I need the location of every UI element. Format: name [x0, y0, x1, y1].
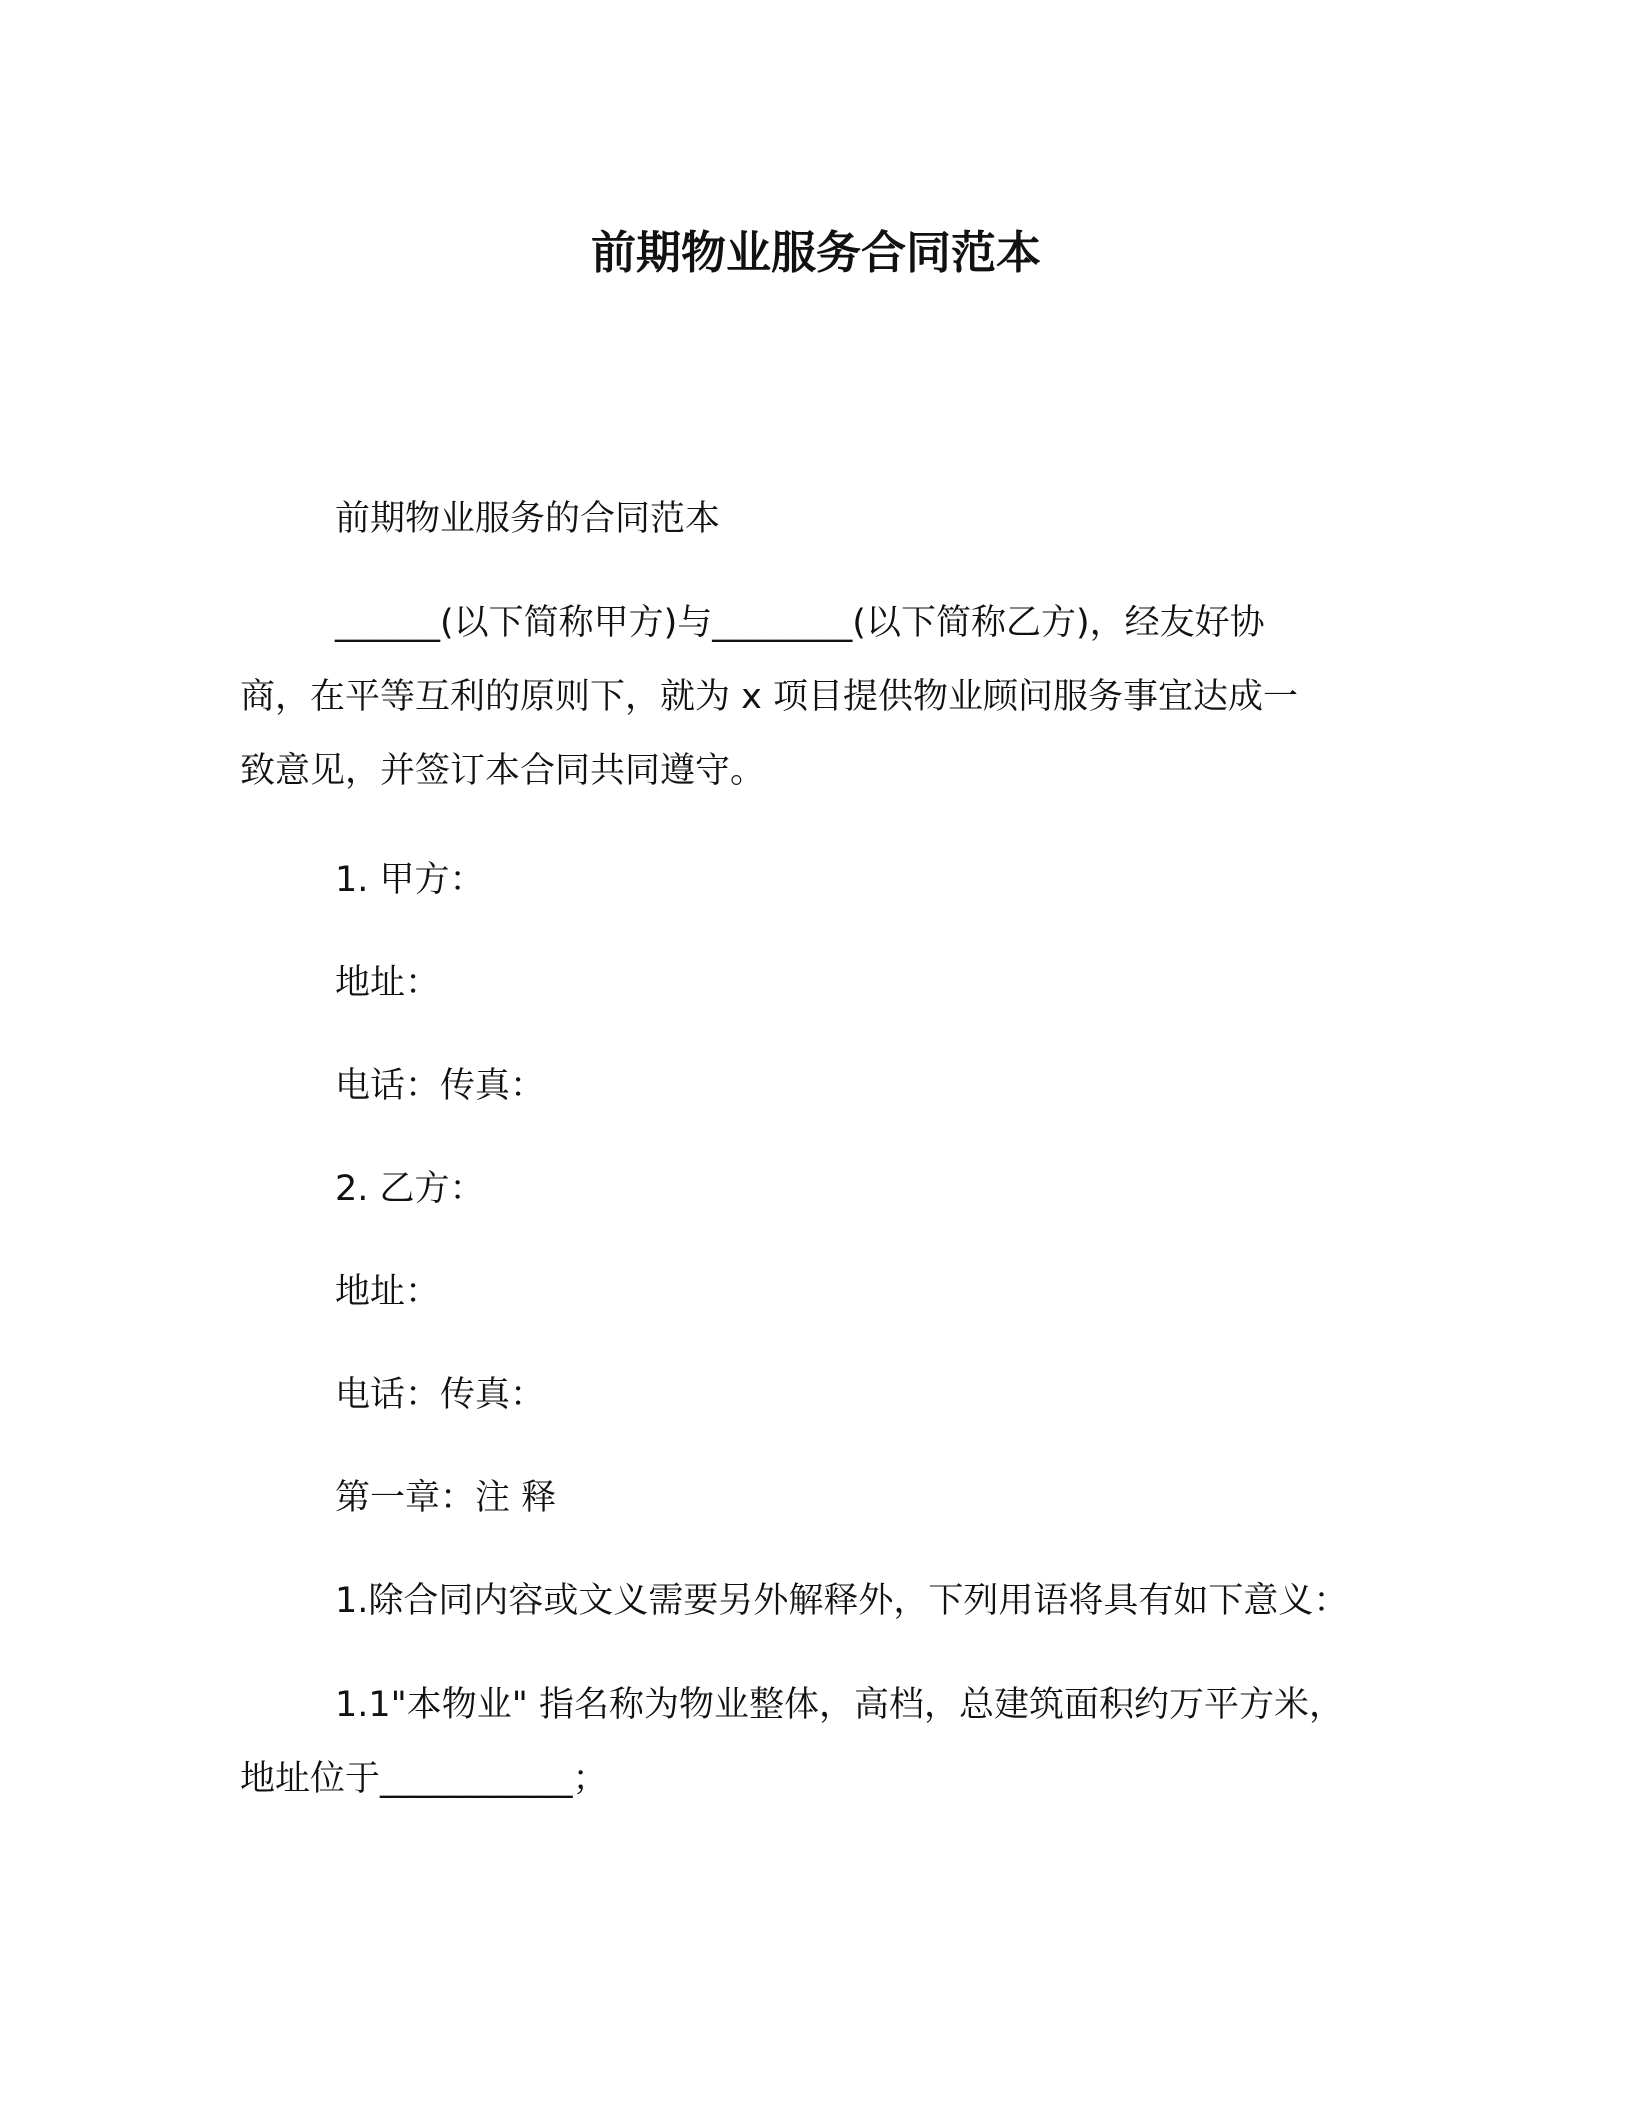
clause-1-1: [240, 1670, 1390, 1814]
party-b-label: 2. 乙方：: [335, 1169, 485, 1209]
clause-1-1-line-2: 地址位于___________；: [240, 1759, 608, 1799]
party-b-contact: 电话：传真：: [335, 1375, 546, 1415]
party-b-address: 地址：: [335, 1272, 441, 1312]
party-a-address: 地址：: [335, 963, 441, 1003]
intro-line-3: 致意见，并签订本合同共同遵守。: [240, 751, 766, 791]
clause-1: 1.除合同内容或文义需要另外解释外，下列用语将具有如下意义：: [335, 1581, 1349, 1621]
clause-1-1-line-1: 1.1"本物业" 指名称为物业整体，高档，总建筑面积约万平方米，: [335, 1685, 1344, 1725]
intro-line-2: 商，在平等互利的原则下，就为 x 项目提供物业顾问服务事宜达成一: [240, 677, 1298, 717]
subtitle: 前期物业服务的合同范本: [335, 499, 721, 539]
intro-line-1: ______(以下简称甲方)与________(以下简称乙方)，经友好协: [335, 603, 1265, 643]
document-title: 前期物业服务合同范本: [590, 226, 1041, 279]
intro-paragraph: [240, 588, 1390, 806]
party-a-contact: 电话：传真：: [335, 1066, 546, 1106]
chapter-one-heading: 第一章：注 释: [335, 1478, 557, 1518]
party-a-label: 1. 甲方：: [335, 860, 485, 900]
